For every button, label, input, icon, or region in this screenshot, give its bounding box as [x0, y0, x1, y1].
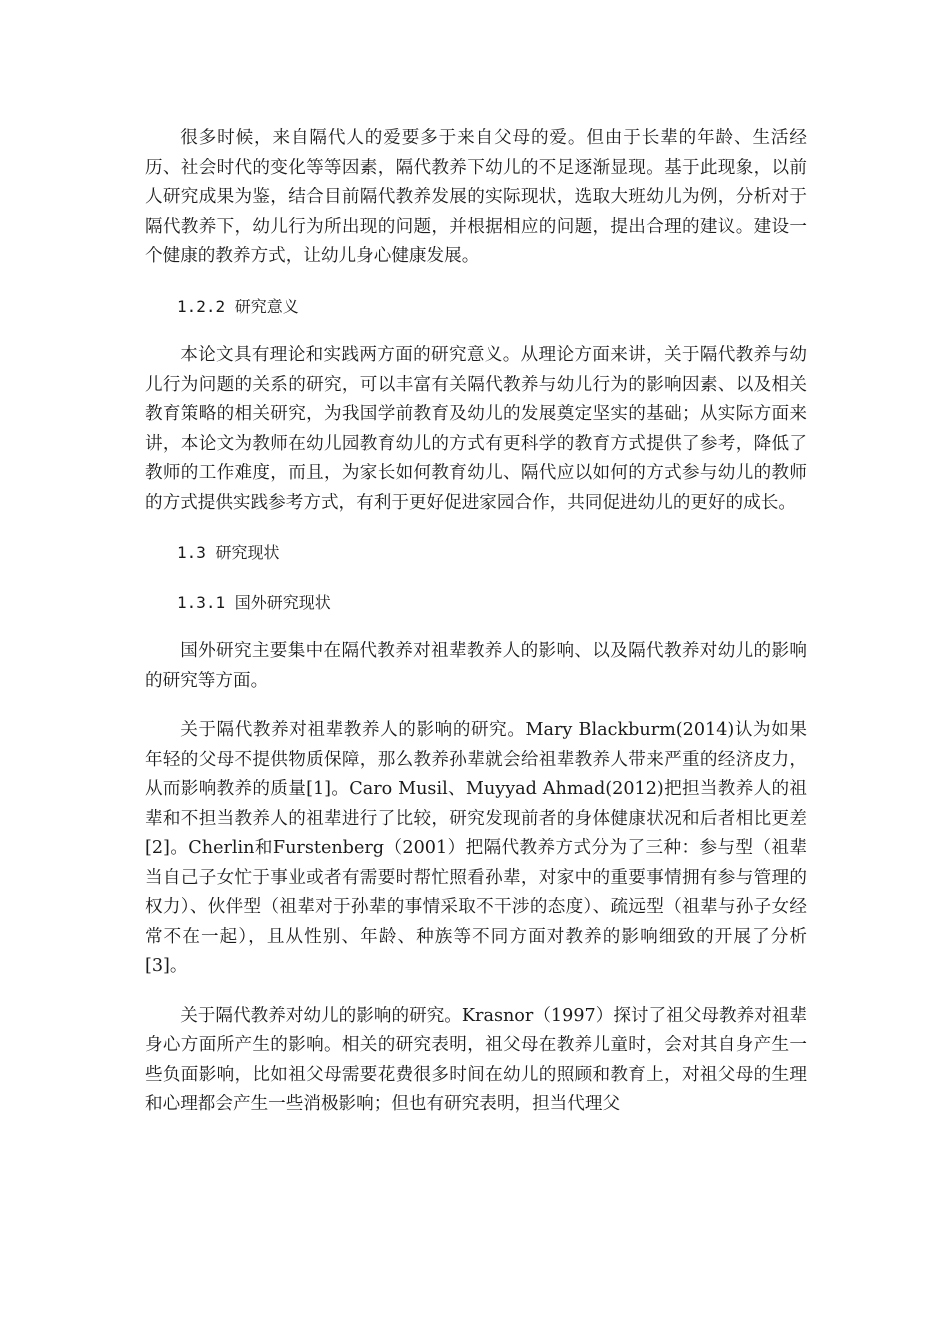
paragraph-intro: 很多时候，来自隔代人的爱要多于来自父母的爱。但由于长辈的年龄、生活经历、社会时代的变化等等因素，隔代教养下幼儿的不足逐渐显现。基于此现象，以前人研究成果为鉴，结合目前隔代教养发展的实际现状，选取大班幼儿为例，分析对于隔代教养下，幼儿行为所出现的问题，并根据相应的问题，提出合理的建议。建设一个健康的教养方式，让幼儿身心健康发展。 — [145, 128, 807, 266]
paragraph-research-significance: 本论文具有理论和实践两方面的研究意义。从理论方面来讲，关于隔代教养与幼儿行为问题的关系的研究，可以丰富有关隔代教养与幼儿行为的影响因素、以及相关教育策略的相关研究，为我国学前教育及幼儿的发展奠定坚实的基础；从实际方面来讲，本论文为教师在幼儿园教育幼儿的方式有更科学的教育方式提供了参考，降低了教师的工作难度，而且，为家长如何教育幼儿、隔代应以如何的方式参与幼儿的教师的方式提供实践参考方式，有利于更好促进家园合作，共同促进幼儿的更好的成长。 — [145, 345, 807, 513]
section-heading-foreign-research: 1.3.1 国外研究现状 — [177, 592, 331, 612]
section-heading-research-significance: 1.2.2 研究意义 — [177, 296, 299, 316]
paragraph-grandparent-impact: 关于隔代教养对祖辈教养人的影响的研究。Mary Blackburm(2014)认为如果年轻的父母不提供物质保障，那么教养孙辈就会给祖辈教养人带来严重的经济皮力，从而影响教养的质量[1]。Caro Musil、Muyyad Ahmad(2012)把担当教养人的祖辈和不担当教养人的祖辈进行了比较，研究发现前者的身体健康状况和后者相比更差[2]。Cherlin和Furstenberg（2001）把隔代教养方式分为了三种：参与型（祖辈当自己子女忙于事业或者有需要时帮忙照看孙辈，对家中的重要事情拥有参与管理的权力）、伙伴型（祖辈对于孙辈的事情采取不干涉的态度）、疏远型（祖辈与孙子女经常不在一起），且从性别、年龄、种族等不同方面对教养的影响细致的开展了分析[3]。 — [145, 720, 807, 976]
section-heading-research-status: 1.3 研究现状 — [177, 543, 280, 562]
document-page — [145, 124, 807, 1120]
paragraph-child-impact: 关于隔代教养对幼儿的影响的研究。Krasnor（1997）探讨了祖父母教养对祖辈身心方面所产生的影响。相关的研究表明，祖父母在教养儿童时，会对其自身产生一些负面影响，比如祖父母需要花费很多时间在幼儿的照顾和教育上，对祖父母的生理和心理都会产生一些消极影响；但也有研究表明，担当代理父 — [145, 1005, 807, 1114]
paragraph-foreign-research-overview: 国外研究主要集中在隔代教养对祖辈教养人的影响、以及隔代教养对幼儿的影响的研究等方面。 — [145, 641, 807, 691]
